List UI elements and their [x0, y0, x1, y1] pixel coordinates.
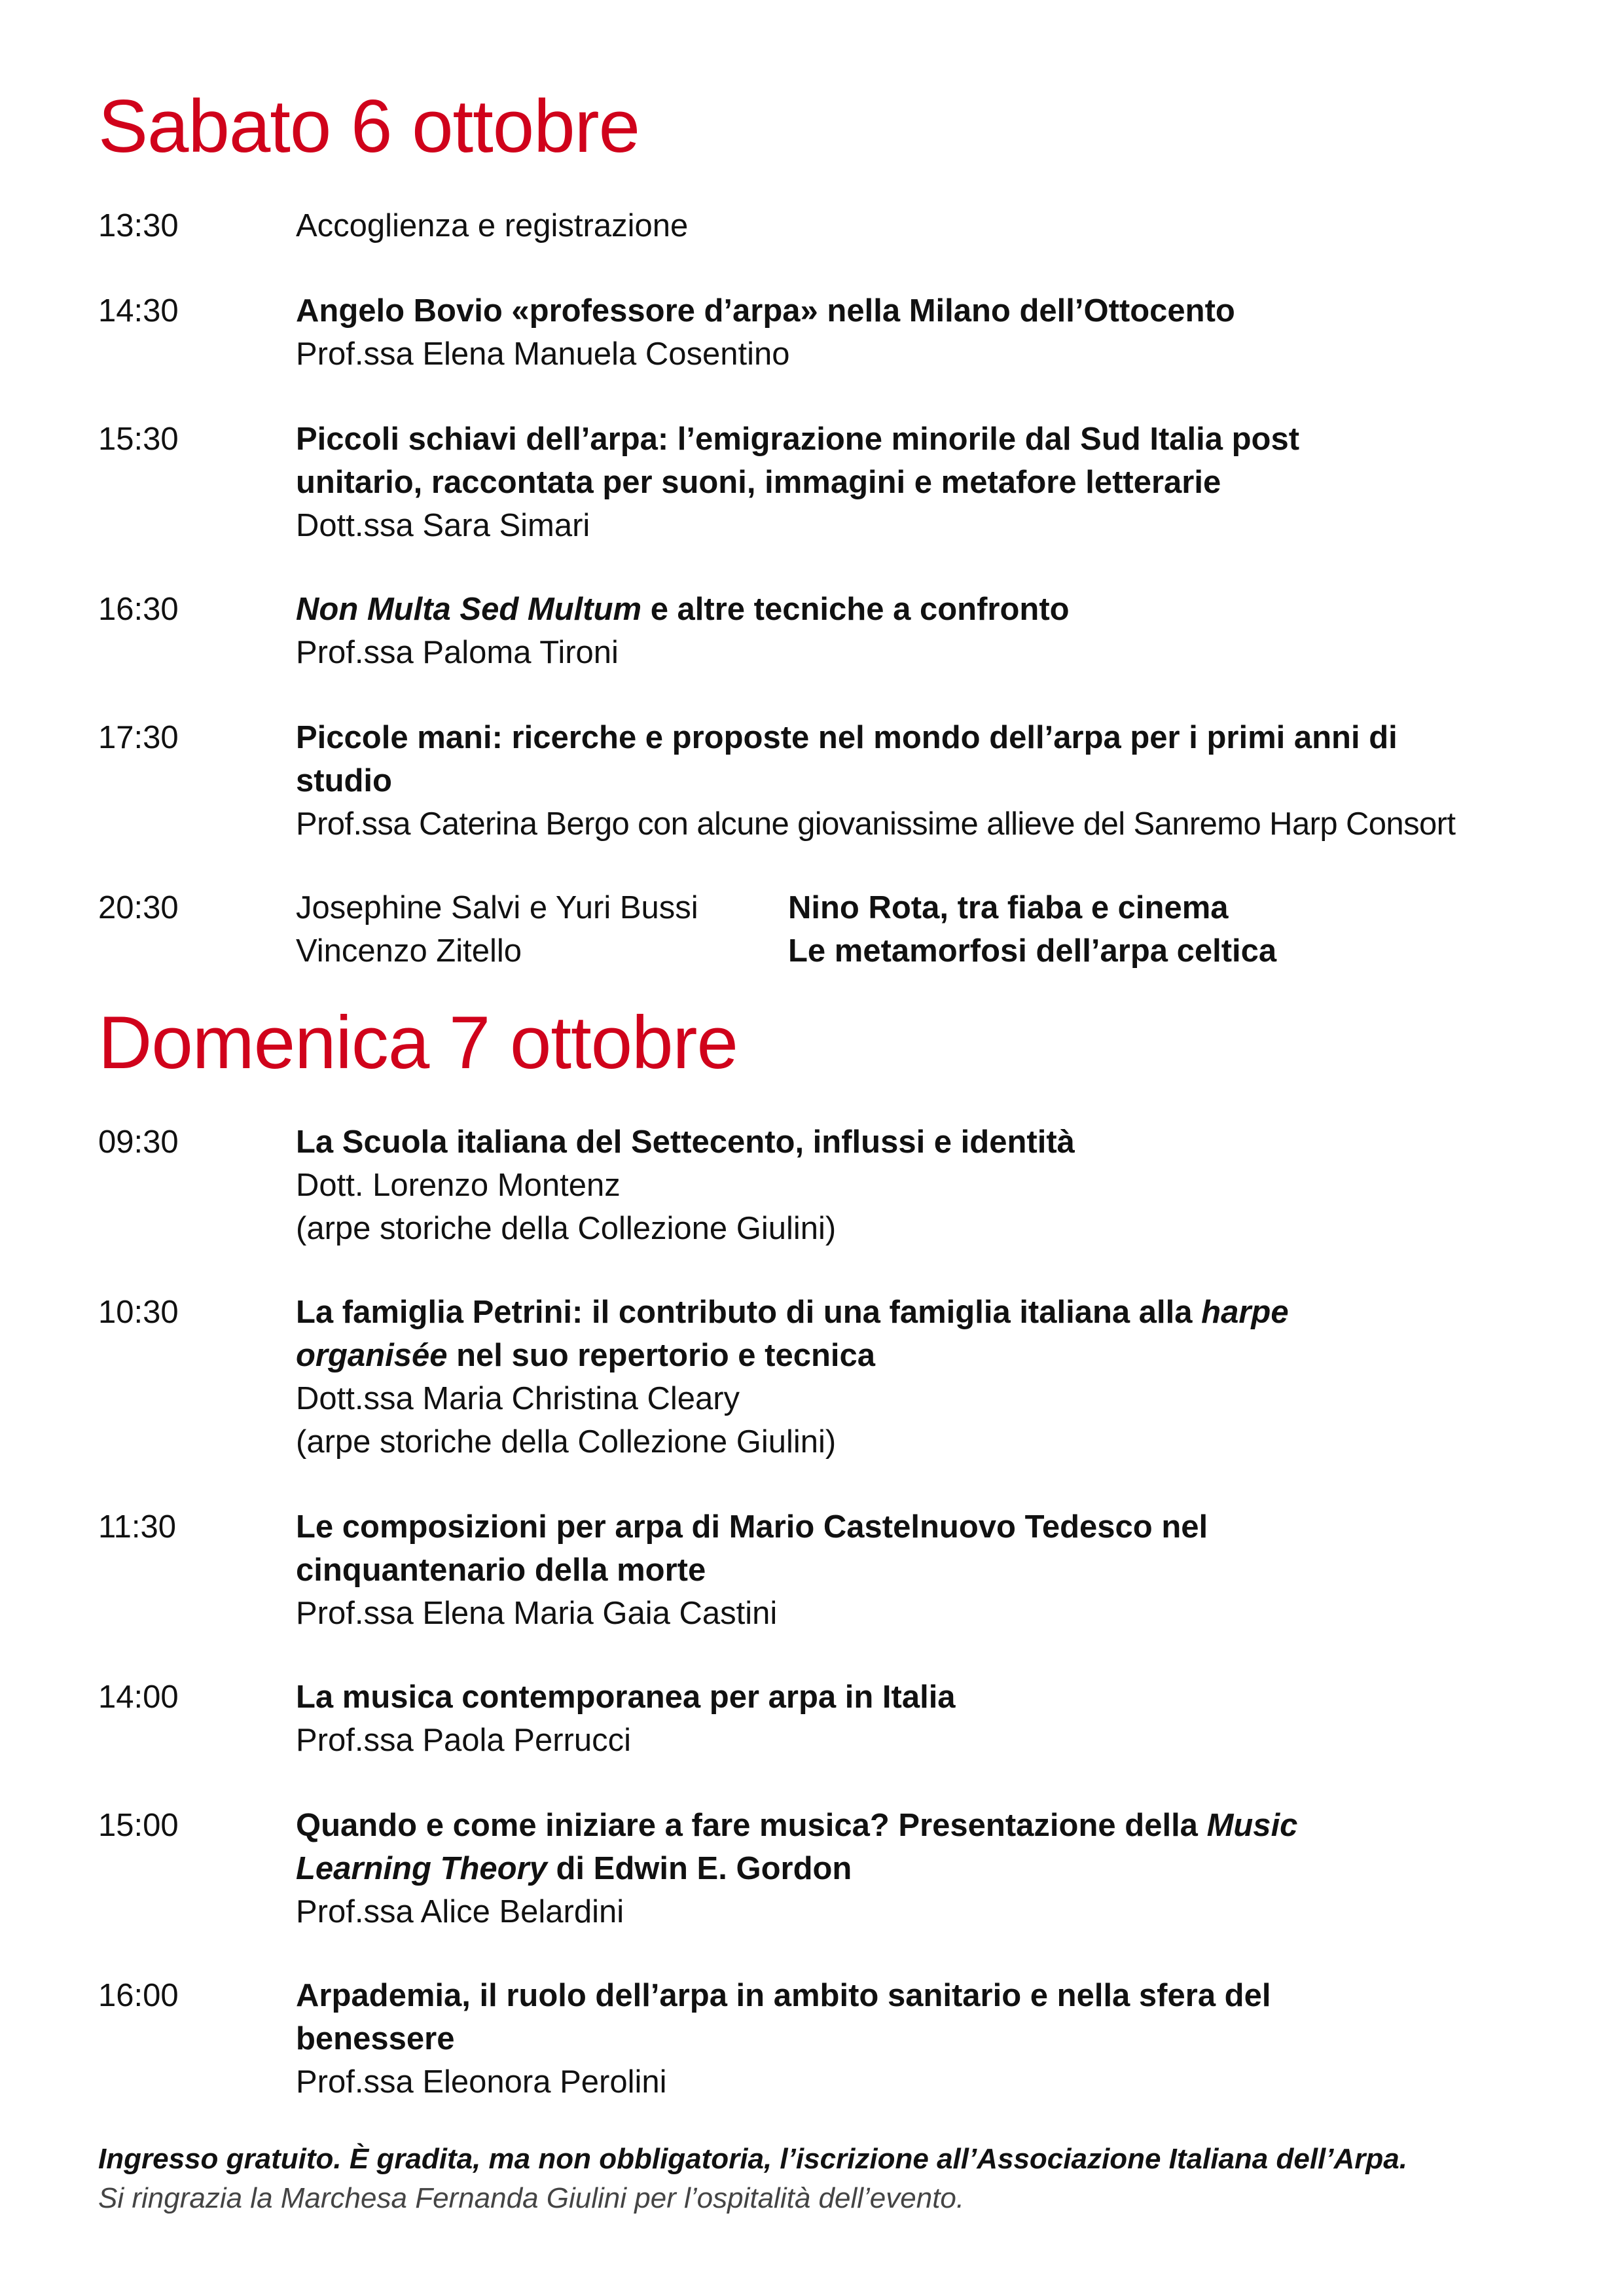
- entry-time: 15:30: [98, 422, 179, 457]
- talk-title-cont: [296, 1847, 1624, 1890]
- talk-title: Le composizioni per arpa di Mario Castelnuovo Tedesco nel: [296, 1509, 1208, 1545]
- talk-title-part: nel suo repertorio e tecnica: [447, 1338, 876, 1373]
- entry-note: (arpe storiche della Collezione Giulini): [296, 1424, 837, 1460]
- entry-time: 16:30: [98, 592, 179, 627]
- performer-list: [296, 886, 698, 973]
- talk-title-italic: harpe: [1201, 1295, 1289, 1330]
- talk-title-part: Quando e come iniziare a fare musica? Presentazione della: [296, 1808, 1207, 1843]
- talk-title: Arpademia, il ruolo dell’arpa in ambito sanitario e nella sfera del: [296, 1978, 1271, 2013]
- talk-title-cont: studio: [296, 763, 392, 798]
- day-title-sunday: Domenica 7 ottobre: [98, 1001, 738, 1085]
- entry-time: 17:30: [98, 720, 179, 755]
- admission-note: Ingresso gratuito. È gradita, ma non obbligatoria, l’iscrizione all’Associazione Italiana dell’Arpa.: [98, 2143, 1407, 2175]
- concert-title-list: [788, 886, 1276, 973]
- talk-title-cont: [296, 1334, 1624, 1377]
- concert-title: Le metamorfosi dell’arpa celtica: [788, 933, 1277, 969]
- speaker-name: Dott.ssa Maria Christina Cleary: [296, 1381, 740, 1416]
- talk-title: [296, 588, 1624, 631]
- entry-time: 16:00: [98, 1978, 179, 2013]
- talk-title-italic: Non Multa Sed Multum: [296, 592, 642, 627]
- talk-title-italic: Learning Theory: [296, 1851, 547, 1886]
- entry-time: 15:00: [98, 1808, 179, 1843]
- entry-time: 11:30: [98, 1509, 176, 1545]
- talk-title-part: di Edwin E. Gordon: [547, 1851, 852, 1886]
- acknowledgement-note: Si ringrazia la Marchesa Fernanda Giulini per l’ospitalità dell’evento.: [98, 2182, 965, 2214]
- talk-title-italic: Music: [1206, 1808, 1298, 1843]
- talk-title-cont: unitario, raccontata per suoni, immagini e metafore letterarie: [296, 465, 1221, 500]
- talk-title: [296, 1804, 1624, 1847]
- entry-time: 10:30: [98, 1295, 179, 1330]
- talk-title: La Scuola italiana del Settecento, influssi e identità: [296, 1124, 1075, 1160]
- speaker-name: Dott.ssa Sara Simari: [296, 508, 590, 543]
- entry-note: (arpe storiche della Collezione Giulini): [296, 1211, 837, 1246]
- speaker-name: Prof.ssa Eleonora Perolini: [296, 2064, 667, 2100]
- concert-title: Nino Rota, tra fiaba e cinema: [788, 890, 1229, 925]
- speaker-name: Dott. Lorenzo Montenz: [296, 1168, 621, 1203]
- talk-title-part: La famiglia Petrini: il contributo di una famiglia italiana alla: [296, 1295, 1202, 1330]
- talk-title-cont: cinquantenario della morte: [296, 1552, 706, 1588]
- performer-name: Josephine Salvi e Yuri Bussi: [296, 890, 698, 925]
- speaker-name: Prof.ssa Caterina Bergo con alcune giovanissime allieve del Sanremo Harp Consort: [296, 806, 1456, 842]
- entry-time: 14:00: [98, 1679, 179, 1715]
- entry-time: 20:30: [98, 890, 179, 925]
- speaker-name: Prof.ssa Elena Maria Gaia Castini: [296, 1596, 778, 1631]
- speaker-name: Prof.ssa Alice Belardini: [296, 1894, 624, 1929]
- talk-title-italic: organisée: [296, 1338, 448, 1373]
- entry-time: 14:30: [98, 293, 179, 329]
- speaker-name: Prof.ssa Paola Perrucci: [296, 1723, 631, 1758]
- talk-title-rest: e altre tecniche a confronto: [641, 592, 1070, 627]
- entry-time: 13:30: [98, 208, 179, 243]
- performer-name: Vincenzo Zitello: [296, 933, 522, 969]
- talk-title-cont: benessere: [296, 2021, 455, 2056]
- talk-title: Piccole mani: ricerche e proposte nel mondo dell’arpa per i primi anni di: [296, 720, 1398, 755]
- talk-title: [296, 1291, 1624, 1334]
- day-title-saturday: Sabato 6 ottobre: [98, 85, 640, 168]
- entry-text: Accoglienza e registrazione: [296, 208, 689, 243]
- entry-time: 09:30: [98, 1124, 179, 1160]
- speaker-name: Prof.ssa Paloma Tironi: [296, 635, 619, 670]
- speaker-name: Prof.ssa Elena Manuela Cosentino: [296, 336, 790, 372]
- talk-title: Angelo Bovio «professore d’arpa» nella Milano dell’Ottocento: [296, 293, 1235, 329]
- talk-title: La musica contemporanea per arpa in Italia: [296, 1679, 956, 1715]
- talk-title: Piccoli schiavi dell’arpa: l’emigrazione minorile dal Sud Italia post: [296, 422, 1300, 457]
